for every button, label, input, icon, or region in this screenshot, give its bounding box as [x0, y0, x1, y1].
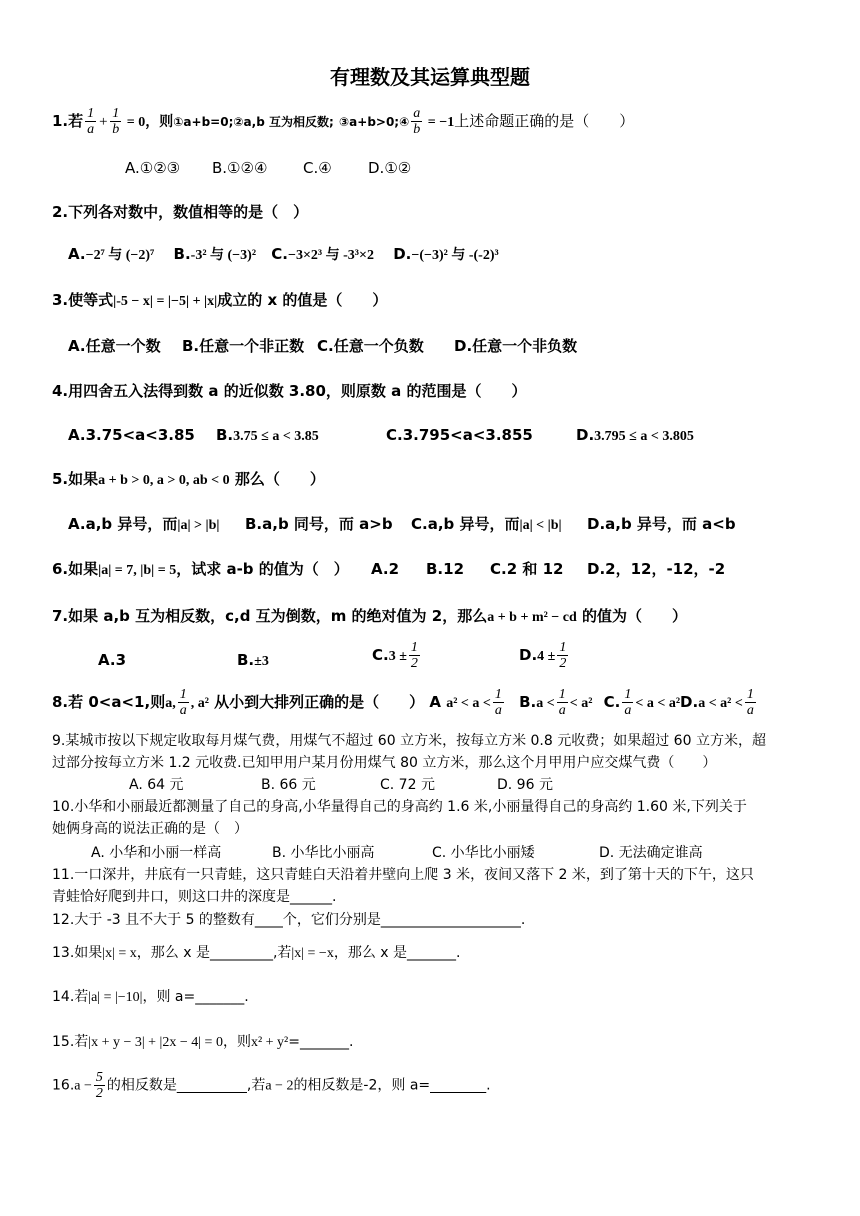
q7-option-b: B.±3: [237, 651, 269, 669]
q9-option-c: C. 72 元: [380, 777, 435, 793]
q2-options: [68, 244, 499, 266]
question-3: [52, 290, 387, 312]
q5-option-c: C.a,b 异号，而|a| < |b|: [411, 515, 562, 533]
q9-option-b: B. 66 元: [261, 777, 316, 793]
question-7: 7.如果 a,b 互为相反数，c,d 互为倒数，m 的绝对值为 2，那么a + b + m² − cd 的值为（ ）: [52, 607, 688, 625]
q8-c-label: C.: [603, 693, 621, 711]
question-14: 14.若|a| = |−10|，则 a=_______.: [52, 989, 249, 1005]
q5-option-d: D.a,b 异号，而 a<b: [587, 515, 736, 533]
q10-option-b: B. 小华比小丽高: [272, 845, 375, 861]
q3-option-a: A.任意一个数: [68, 337, 161, 355]
q2-d-label: D.: [393, 245, 412, 263]
q2-c-math: −3×2³ 与 -3³×2: [287, 248, 374, 263]
q5-option-b: B.a,b 同号，而 a>b: [245, 515, 393, 533]
q2-a-label: A.: [68, 245, 86, 263]
q5-tail: 那么（ ）: [234, 470, 325, 488]
q3-tail: 成立的 x 的值是（ ）: [217, 291, 388, 309]
question-4: 4.用四舍五入法得到数 a 的近似数 3.80，则原数 a 的范围是（ ）: [52, 382, 527, 400]
q8-d-label: D.: [680, 693, 699, 711]
q1-option-c: C.④: [303, 159, 332, 177]
question-5: [52, 469, 325, 491]
q5-lead: 5.如果: [52, 470, 99, 488]
question-12: 12.大于 -3 且不大于 5 的整数有____个，它们分别是____________________.: [52, 912, 526, 928]
q4-option-a: A.3.75<a<3.85: [68, 426, 195, 444]
q3-option-d: D.任意一个非负数: [454, 337, 578, 355]
q4-option-c: C.3.795<a<3.855: [386, 426, 533, 444]
question-13: 13.如果|x| = x，那么 x 是_________,若|x| = −x，那么 x 是_______.: [52, 945, 461, 961]
q1-c4: ④: [399, 115, 410, 129]
q1-number: 1.: [52, 112, 69, 130]
q8-b-label: B.: [519, 693, 537, 711]
q9-option-d: D. 96 元: [497, 777, 553, 793]
q10-line-2: 她俩身高的说法正确的是（ ）: [52, 821, 248, 837]
q5-math: a + b > 0, a > 0, ab < 0: [98, 473, 230, 488]
q6-option-c: C.2 和 12: [490, 560, 564, 578]
q3-math: |-5 − x| = |−5| + |x|: [113, 294, 218, 309]
q10-option-a: A. 小华和小丽一样高: [91, 845, 222, 861]
q3-option-c: C.任意一个负数: [317, 337, 424, 355]
q6-option-d: D.2，12，-12，-2: [587, 560, 726, 578]
question-1: 1.若 $\frac{1}{a}$ + $\frac{1}{b}$ = 0，则①a+b=0;②a,b 互为相反数; ③a+b>0;④ $\frac{a}{b}$ = −1上述命题正确的是（ ）: [52, 106, 635, 137]
q1-option-a: A.①②③: [125, 159, 181, 177]
q1-tail: 上述命题正确的是（ ）: [454, 112, 635, 130]
page-title: 有理数及其运算典型题: [330, 65, 530, 89]
q1-lead: 若: [68, 112, 84, 130]
q2-d-math: −(−3)² 与 -(-2)³: [411, 248, 499, 263]
q6-option-a: A.2: [371, 560, 400, 578]
question-2: 2.下列各对数中，数值相等的是（ ）: [52, 203, 309, 221]
q1-frac-1a: $\frac{1}{a}$: [87, 106, 95, 137]
q7-option-a: A.3: [98, 651, 127, 669]
q9-line-2: 过部分按每立方米 1.2 元收费.已知甲用户某月份用煤气 80 立方米，那么这个月甲用户应交煤气费（ ）: [52, 755, 717, 771]
q1-eq0: = 0，则: [123, 115, 174, 130]
q4-option-d: D.3.795 ≤ a < 3.805: [576, 426, 694, 444]
q2-a-math: −2⁷ 与 (−2)⁷: [85, 248, 155, 263]
q1-c3: ③a+b>0;: [339, 115, 400, 129]
q9-line-1: 9.某城市按以下规定收取每月煤气费，用煤气不超过 60 立方米，按每立方米 0.8 元收费；如果超过 60 立方米，超: [52, 733, 766, 749]
q3-option-b: B.任意一个非正数: [182, 337, 305, 355]
question-15: 15.若|x + y − 3| + |2x − 4| = 0，则x² + y²=_______.: [52, 1034, 354, 1050]
question-8: 8.若 0<a<1,则a, $\frac{1}{a}$ , a² 从小到大排列正确的是（ ） A a² < a < $\frac{1}{a}$ B.a < $\frac{1}{a}$ < a² C. $\frac{1}{a}$ < a < a²D.a < a² < $\frac{1}{a}$: [52, 687, 754, 718]
q1-option-b: B.①②④: [212, 159, 268, 177]
q1-eqm1: = −1: [424, 115, 455, 130]
q2-c-label: C.: [271, 245, 288, 263]
q11-line-1: 11.一口深井，井底有一只青蛙，这只青蛙白天沿着井壁向上爬 3 米，夜间又落下 2 米，到了第十天的下午，这只: [52, 867, 754, 883]
q9-option-a: A. 64 元: [129, 777, 184, 793]
q3-lead: 3.使等式: [52, 291, 114, 309]
q2-b-math: -3² 与 (−3)²: [190, 248, 257, 263]
q5-option-a: A.a,b 异号，而|a| > |b|: [68, 515, 220, 533]
question-6: 6.如果|a| = 7, |b| = 5，试求 a-b 的值为（ ）: [52, 560, 349, 578]
question-16: 16.a − $\frac{5}{2}$ 的相反数是__________,若a − 2的相反数是-2，则 a=________.: [52, 1070, 491, 1101]
q10-option-d: D. 无法确定谁高: [599, 845, 703, 861]
q10-option-c: C. 小华比小丽矮: [432, 845, 535, 861]
q7-option-c: C.3 ± $\frac{1}{2}$: [372, 640, 418, 671]
q1-option-d: D.①②: [368, 159, 412, 177]
q1-c1: ①a+b=0;: [173, 115, 234, 129]
q8-a-label: A: [429, 693, 441, 711]
q1-c2: ②a,b 互为相反数;: [233, 115, 334, 129]
q4-option-b: B.3.75 ≤ a < 3.85: [216, 426, 319, 444]
q2-b-label: B.: [173, 245, 191, 263]
q1-frac-1b: $\frac{1}{b}$: [112, 106, 120, 137]
q6-option-b: B.12: [426, 560, 465, 578]
q11-line-2: 青蛙恰好爬到井口，则这口井的深度是______.: [52, 889, 337, 905]
q1-frac-ab: $\frac{a}{b}$: [413, 106, 421, 137]
q7-option-d: D.4 ± $\frac{1}{2}$: [519, 640, 567, 671]
q10-line-1: 10.小华和小丽最近都测量了自己的身高,小华量得自己的身高约 1.6 米,小丽量得自己的身高约 1.60 米,下列关于: [52, 799, 747, 815]
